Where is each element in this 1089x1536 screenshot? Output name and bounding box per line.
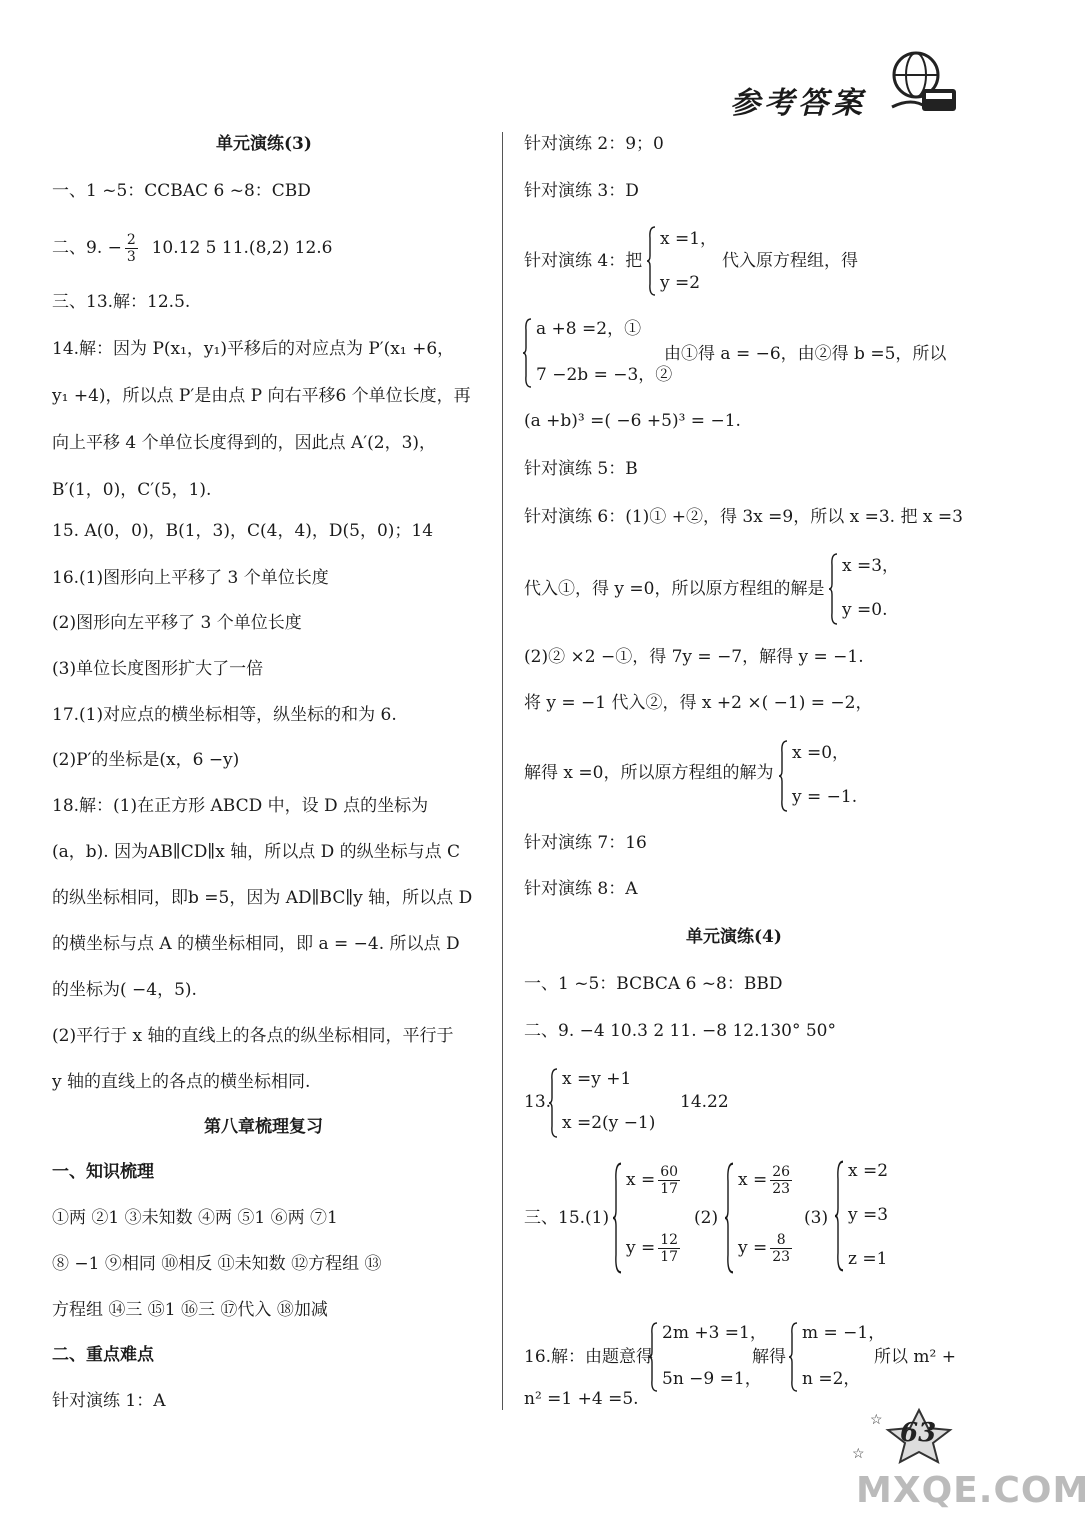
answer-line: 针对演练 3：D (524, 181, 639, 201)
brace-icon (828, 553, 838, 625)
equation-system (548, 1068, 658, 1138)
equation-row: x = $\frac{60}{17}$ (626, 1164, 679, 1197)
section-heading: 二、重点难点 (52, 1345, 154, 1365)
page-header-title: 参考答案 (730, 86, 866, 121)
answer-line: 13. (524, 1092, 552, 1112)
equation-row: y = $\frac{12}{17}$ (626, 1232, 679, 1265)
brace-icon (834, 1160, 844, 1272)
equation-system (788, 1322, 886, 1392)
answer-line: (2)图形向左平移了 3 个单位长度 (52, 613, 302, 633)
answer-line: (3) (804, 1208, 829, 1228)
answer-line: 针对演练 1：A (52, 1391, 166, 1411)
brace-icon (648, 1322, 658, 1392)
brace-icon (522, 318, 532, 388)
brace-icon (612, 1162, 622, 1274)
equation-row: y =2 (660, 273, 701, 293)
equation-row: 5n −9 =1， (662, 1369, 762, 1389)
equation-row: x =y +1 (562, 1069, 632, 1089)
answer-line: 针对演练 5：B (524, 459, 638, 479)
answer-line: 15. A(0，0)，B(1，3)，C(4，4)，D(5，0)；14 (52, 521, 434, 541)
answer-line: 针对演练 8：A (524, 879, 638, 899)
equation-row: n =2， (802, 1369, 861, 1389)
answer-line: 代入①，得 y =0，所以原方程组的解是 (524, 579, 825, 599)
star-icon: ☆ (852, 1446, 865, 1462)
answer-line: 二、9. − $\frac{2}{3}$ 10.12 5 11.(8,2) 12.6 (52, 232, 333, 265)
equation-system (778, 740, 858, 812)
watermark: MXQE.COM (856, 1470, 1089, 1511)
equation-row: 7 −2b = −3，② (536, 365, 673, 385)
answer-line: 17.(1)对应点的横坐标相等，纵坐标的和为 6. (52, 705, 397, 725)
answer-line: 18.解：(1)在正方形 ABCD 中，设 D 点的坐标为 (52, 796, 429, 816)
globe-books-icon (882, 45, 962, 125)
answer-line: 的纵坐标相同，即b =5，因为 AD∥BC∥y 轴，所以点 D (52, 888, 473, 908)
answer-line: 一、1 ~5：CCBAC 6 ~8：CBD (52, 181, 311, 201)
equation-row: y =0. (842, 600, 888, 620)
answer-line: (3)单位长度图形扩大了一倍 (52, 659, 264, 679)
answer-line: 三、13.解：12.5. (52, 292, 191, 312)
answer-line: 方程组 ⑭三 ⑮1 ⑯三 ⑰代入 ⑱加减 (52, 1300, 328, 1320)
brace-icon (788, 1322, 798, 1392)
answer-line: (2)② ×2 −①，得 7y = −7，解得 y = −1. (524, 647, 864, 667)
answer-line: 的横坐标与点 A 的横坐标相同，即 a = −4. 所以点 D (52, 934, 460, 954)
answer-line: 解得 (752, 1347, 786, 1367)
equation-system (522, 318, 673, 388)
equation-row: y = −1. (792, 787, 858, 807)
brace-icon (778, 740, 788, 812)
answer-line: 的坐标为( −4，5). (52, 980, 197, 1000)
answer-line: y 轴的直线上的各点的横坐标相同. (52, 1072, 311, 1092)
answer-line: B′(1，0)，C′(5，1). (52, 480, 212, 500)
answer-line: 三、15.(1) (524, 1208, 610, 1228)
equation-row: a +8 =2，① (536, 319, 642, 339)
answer-line: 解得 x =0，所以原方程组的解为 (524, 763, 774, 783)
answer-line: (a +b)³ =( −6 +5)³ = −1. (524, 411, 741, 431)
answer-line: 将 y = −1 代入②，得 x +2 ×( −1) = −2， (524, 693, 873, 713)
page-number: 63 (900, 1418, 937, 1448)
equation-row: x = $\frac{26}{23}$ (738, 1164, 791, 1197)
answer-line: 16.解：由题意得 (524, 1347, 654, 1367)
equation-row: x =0， (792, 743, 850, 763)
answer-line: y₁ +4)，所以点 P′是由点 P 向右平移6 个单位长度，再 (52, 386, 471, 406)
section-heading: 一、知识梳理 (52, 1162, 154, 1182)
brace-icon (646, 226, 656, 296)
equation-row: x =1， (660, 229, 718, 249)
answer-line: (2) (694, 1208, 719, 1228)
equation-row: x =2 (848, 1161, 889, 1181)
equation-row: y =3 (848, 1205, 889, 1225)
answer-line: 所以 m² + (874, 1347, 956, 1367)
answer-line: 一、1 ~5：BCBCA 6 ~8：BBD (524, 974, 783, 994)
answer-line: 16.(1)图形向上平移了 3 个单位长度 (52, 568, 329, 588)
answer-line: 针对演练 6：(1)① +②，得 3x =9，所以 x =3. 把 x =3 (524, 507, 963, 527)
answer-line: (2)P′的坐标是(x，6 −y) (52, 750, 240, 770)
answer-line: ①两 ②1 ③未知数 ④两 ⑤1 ⑥两 ⑦1 (52, 1208, 338, 1228)
equation-system (724, 1162, 794, 1274)
unit3-title: 单元演练(3) (216, 134, 312, 154)
answer-line: 向上平移 4 个单位长度得到的，因此点 A′(2，3)， (52, 433, 437, 453)
brace-icon (724, 1162, 734, 1274)
equation-row: x =3， (842, 556, 900, 576)
equation-system (612, 1162, 682, 1274)
answer-line: 二、9. −4 10.3 2 11. −8 12.130° 50° (524, 1021, 836, 1041)
equation-system (828, 553, 898, 625)
answer-line: 针对演练 7：16 (524, 833, 647, 853)
answer-line: (a，b). 因为AB∥CD∥x 轴，所以点 D 的纵坐标与点 C (52, 842, 461, 862)
answer-line: 针对演练 4：把 (524, 251, 643, 271)
answer-line: 由①得 a = −6，由②得 b =5，所以 (664, 344, 947, 364)
equation-system (646, 226, 718, 296)
answer-line: 针对演练 2：9；0 (524, 134, 664, 154)
answer-line: ⑧ −1 ⑨相同 ⑩相反 ⑪未知数 ⑫方程组 ⑬ (52, 1254, 382, 1274)
equation-row: m = −1， (802, 1323, 886, 1343)
equation-row: y = $\frac{8}{23}$ (738, 1232, 791, 1265)
unit4-title: 单元演练(4) (686, 927, 782, 947)
equation-row: 2m +3 =1， (662, 1323, 767, 1343)
answer-line: 14.22 (680, 1092, 729, 1112)
answer-line: n² =1 +4 =5. (524, 1389, 639, 1409)
answer-line: (2)平行于 x 轴的直线上的各点的纵坐标相同，平行于 (52, 1026, 454, 1046)
column-divider (502, 132, 503, 1410)
equation-system (834, 1160, 904, 1272)
chapter8-title: 第八章梳理复习 (204, 1117, 323, 1137)
answer-line: 代入原方程组，得 (722, 251, 858, 271)
equation-row: x =2(y −1) (562, 1113, 656, 1133)
star-icon: ☆ (870, 1412, 883, 1428)
equation-system (648, 1322, 767, 1392)
brace-icon (548, 1068, 558, 1138)
equation-row: z =1 (848, 1249, 888, 1269)
answer-line: 14.解：因为 P(x₁，y₁)平移后的对应点为 P′(x₁ +6， (52, 339, 455, 359)
